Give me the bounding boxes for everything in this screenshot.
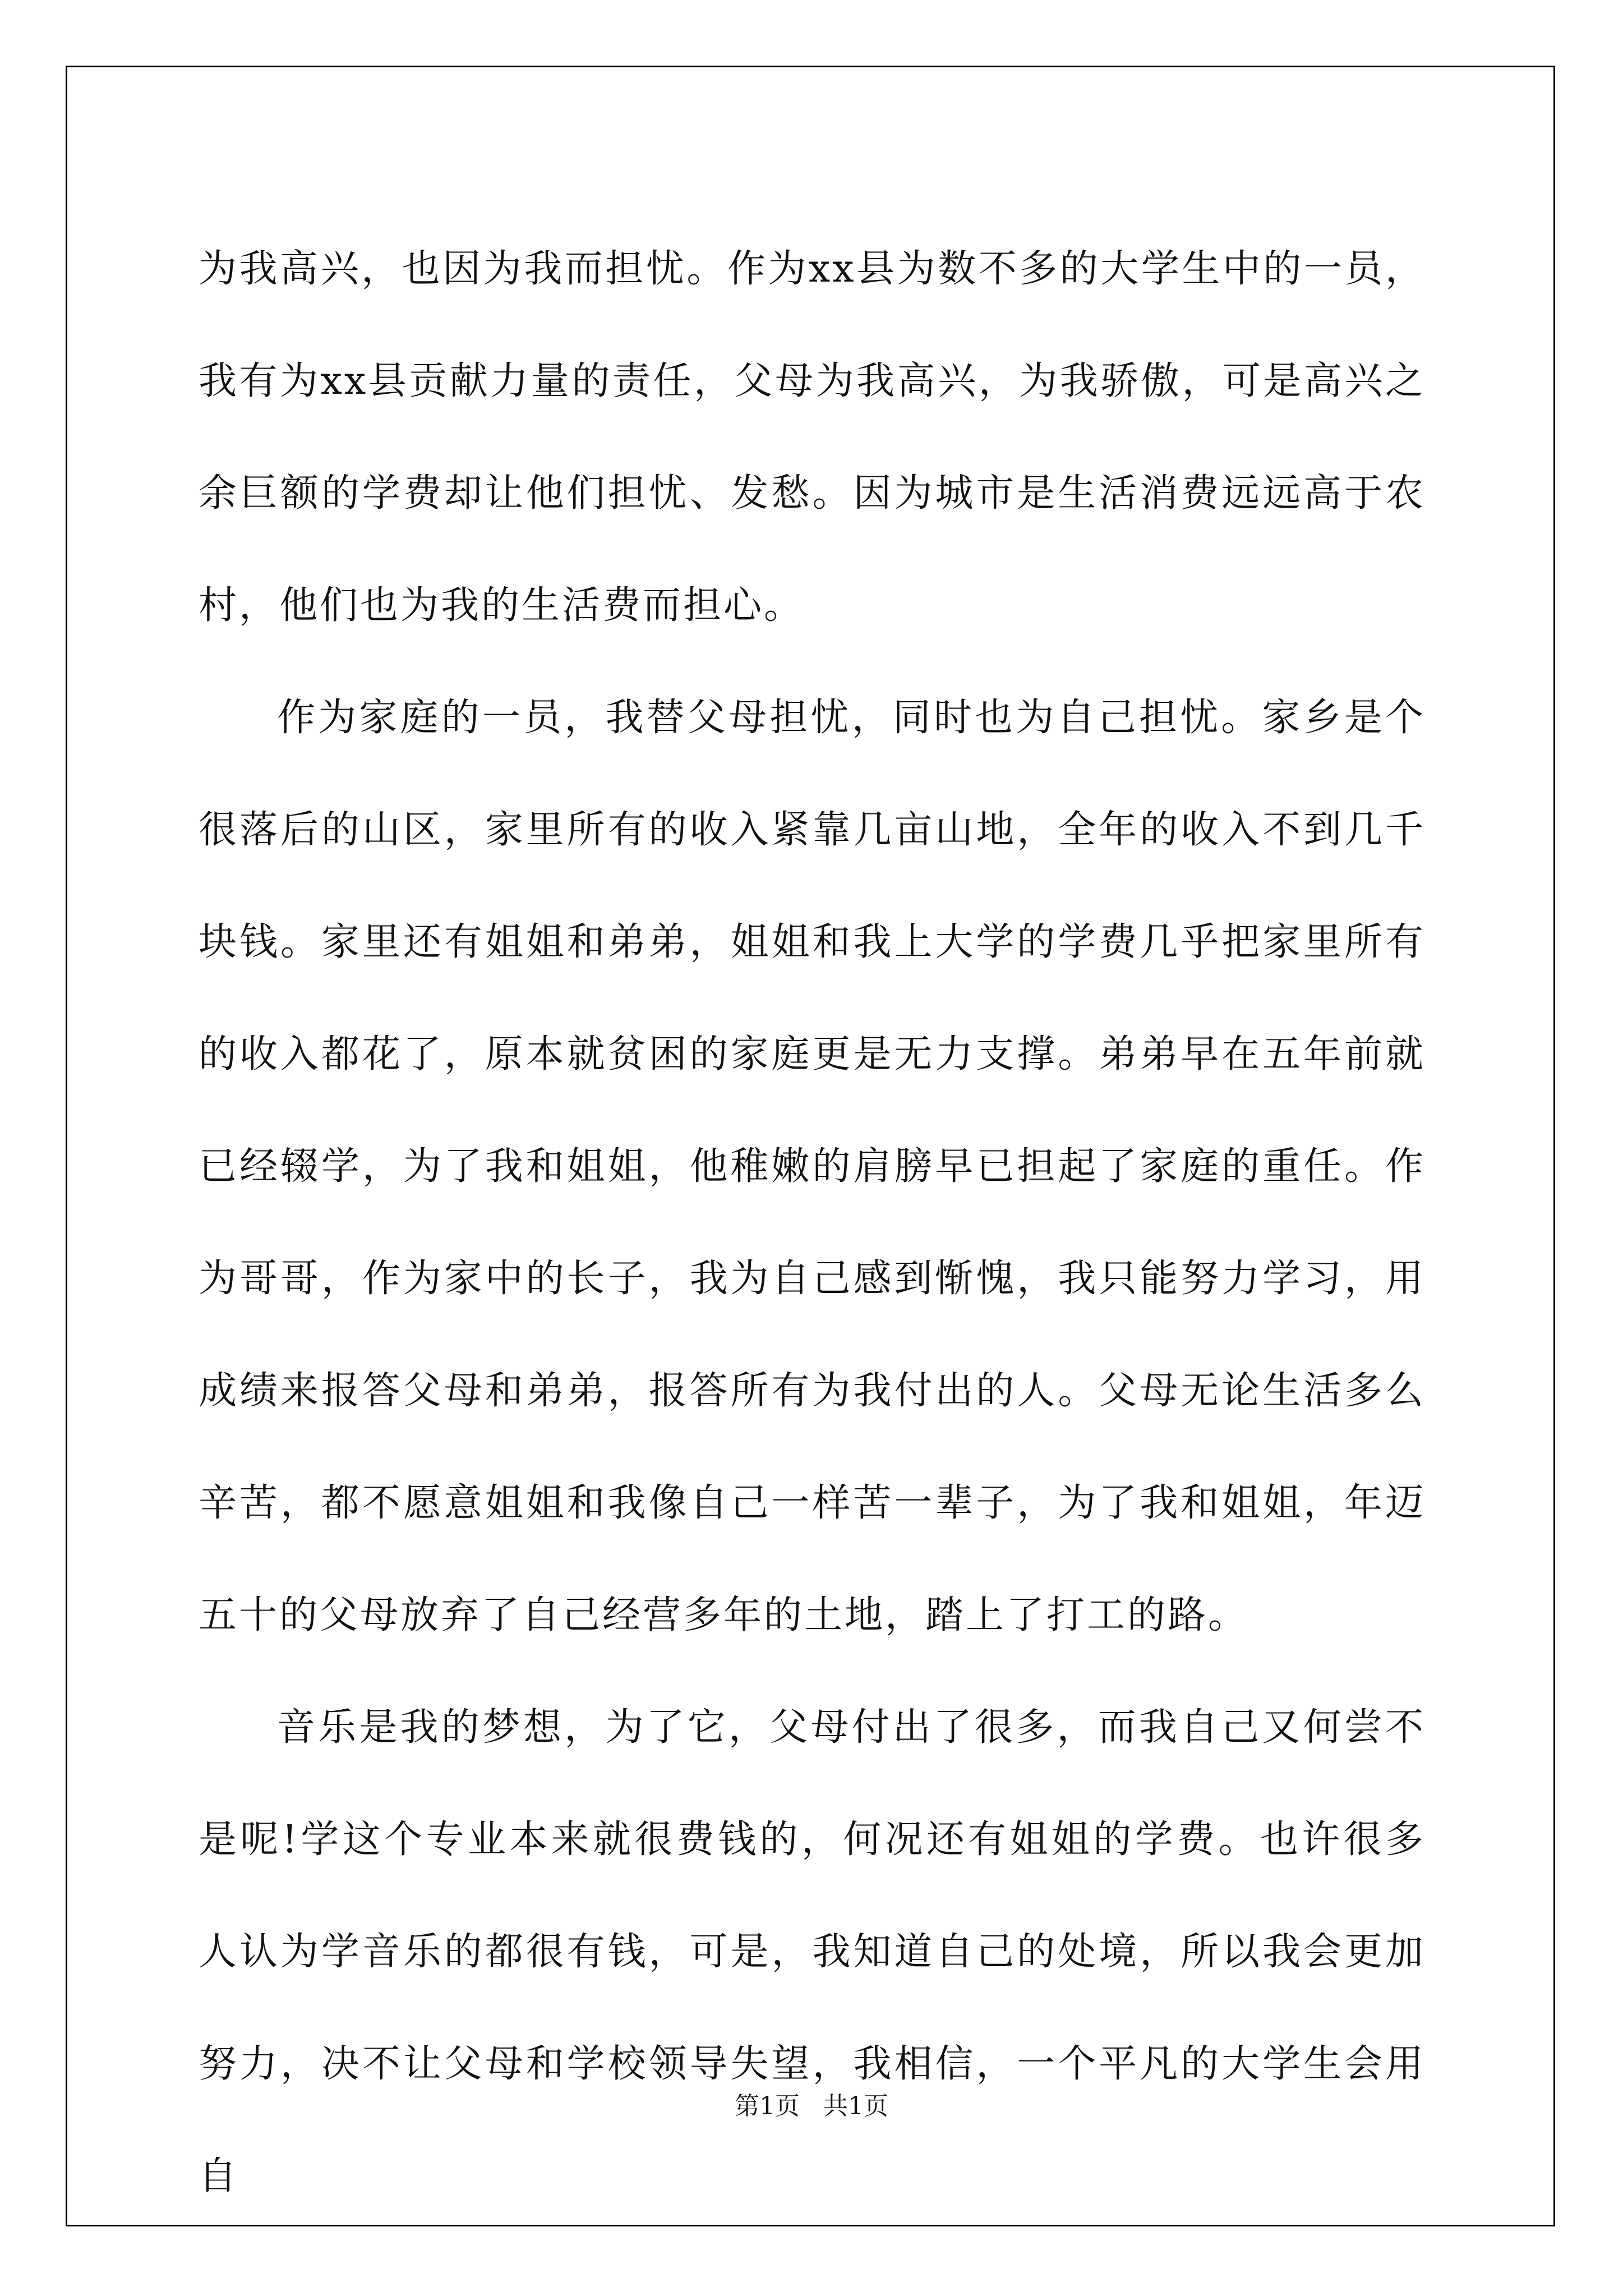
paragraph-2: 作为家庭的一员，我替父母担忧，同时也为自己担忧。家乡是个很落后的山区，家里所有的收入紧靠几亩山地，全年的收入不到几千块钱。家里还有姐姐和弟弟，姐姐和我上大学的学费几乎把家里所有的收入都花了，原本就贫困的家庭更是无力支撑。弟弟早在五年前就已经辍学，为了我和姐姐，他稚嫩的肩膀早已担起了家庭的重任。作为哥哥，作为家中的长子，我为自己感到惭愧，我只能努力学习，用成绩来报答父母和弟弟，报答所有为我付出的人。父母无论生活多么辛苦，都不愿意姐姐和我像自己一样苦一辈子，为了我和姐姐，年迈五十的父母放弃了自己经营多年的土地，踏上了打工的路。	[199, 696, 1426, 1637]
paragraph-3: 音乐是我的梦想，为了它，父母付出了很多，而我自己又何尝不是呢!学这个专业本来就很费钱的，何况还有姐姐的学费。也许很多人认为学音乐的都很有钱，可是，我知道自己的处境，所以我会更加努力，决不让父母和学校领导失望，我相信，一个平凡的大学生会用自	[199, 1705, 1426, 2198]
page-number-footer: 第1页 共1页	[735, 2092, 888, 2120]
paragraph-1: 为我高兴，也因为我而担忧。作为xx县为数不多的大学生中的一员，我有为xx县贡献力量的责任，父母为我高兴，为我骄傲，可是高兴之余巨额的学费却让他们担忧、发愁。因为城市是生活消费远远高于农村，他们也为我的生活费而担心。	[199, 247, 1426, 628]
document-body	[199, 213, 1426, 2233]
